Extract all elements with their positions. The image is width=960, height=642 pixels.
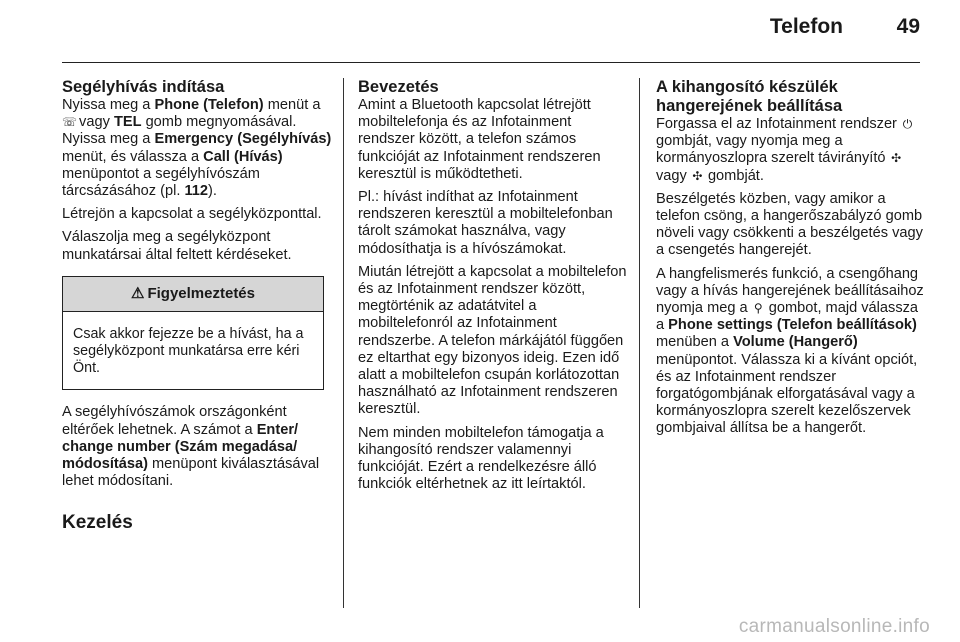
paragraph: Forgassa el az Infotainment rendszer ⏻ gombját, vagy nyomja meg a kormányoszlopra szerelt távirányító ✣ vagy ✣ gombját. xyxy=(656,116,913,184)
section-heading: A kihangosító készülék hangerejének beállítása xyxy=(656,78,843,115)
paragraph: Miután létrejött a kapcsolat a mobiltelefon és az Infotainment rendszer között, megtörténik az adatátvitel a mobiltelefonról az Infotainment rendszerbe. A telefon márkájától függően ez eltarthat egy bizonyos ideig. Ezen idő alatt a mobiltelefon csupán korlátozottan használható az Infotainment rendszeren keresztül. xyxy=(358,263,627,418)
warning-box xyxy=(62,276,324,391)
warning-title: Figyelmeztetés xyxy=(147,284,255,302)
column-1 xyxy=(62,78,332,534)
page-header xyxy=(0,0,960,64)
paragraph: Válaszolja meg a segélyközpont munkatársai által feltett kérdéseket. xyxy=(62,229,292,263)
column-3 xyxy=(656,78,926,444)
column-divider xyxy=(639,78,640,608)
paragraph: A segélyhívószámok országonként eltérőek lehetnek. A számot a Enter/ change number (Szám megadása/ módosítása) menüpont kiválasztásával lehet módosítani. xyxy=(62,404,320,490)
config-icon: ⚲ xyxy=(753,301,763,316)
volume-down-icon: ✣ xyxy=(692,168,703,183)
column-2 xyxy=(358,78,628,499)
paragraph: Amint a Bluetooth kapcsolat létrejött mobiltelefonja és az Infotainment rendszer között, a telefon számos funkcióját az Infotainment rendszeren keresztül is működtetheti. xyxy=(358,97,601,182)
phone-icon: ☏ xyxy=(62,115,78,130)
warning-header xyxy=(63,277,323,312)
warning-text: Csak akkor fejezze be a hívást, ha a segélyközpont munkatársa erre kéri Önt. xyxy=(73,325,304,377)
paragraph: Beszélgetés közben, vagy amikor a telefon csöng, a hangerőszabályzó gomb növeli vagy csökkenti a beszélgetés vagy a csengetés hangerejét. xyxy=(656,190,923,259)
paragraph: Pl.: hívást indíthat az Infotainment rendszeren keresztül a mobiltelefonban tárolt számokat használva, vagy módosíthatja is a hívószámokat. xyxy=(358,189,613,257)
paragraph: Nem minden mobiltelefon támogatja a kihangosító rendszer valamennyi funkcióját. Ezért a rendelkezésre álló funkciók eltérhetnek az itt leírtaktól. xyxy=(358,424,604,493)
section-heading: Segélyhívás indítása xyxy=(62,78,225,96)
section-heading: Kezelés xyxy=(62,512,133,534)
column-divider xyxy=(343,78,344,608)
page-title: Telefon xyxy=(769,15,843,38)
paragraph: Nyissa meg a Phone (Telefon) menüt a ☏ vagy TEL gomb megnyomásával. Nyissa meg a Emergency (Segélyhívás) menüt, és válassza a Call (Hívás) menüpontot a segélyhívószám tárcsázásához (pl. 112). xyxy=(62,97,332,200)
power-icon: ⏻ xyxy=(902,117,913,131)
volume-up-icon: ✣ xyxy=(891,151,902,166)
watermark: carmanualsonline.info xyxy=(738,616,930,637)
paragraph: A hangfelismerés funkció, a csengőhang vagy a hívás hangerejének beállításaihoz nyomja meg a ⚲ gombot, majd válassza a Phone settings (Telefon beállítások) menüben a Volume (Hangerő) menüpontot. Válassza ki a kívánt opciót, és az Infotainment rendszer forgatógombjának elforgatásával vagy a kormányoszlopra szerelt kezelőszervek gombjaival állítsa be a hangerőt. xyxy=(656,265,924,437)
header-rule xyxy=(62,62,920,63)
paragraph: Létrejön a kapcsolat a segélyközponttal. xyxy=(62,206,322,223)
warning-triangle-icon: ⚠ xyxy=(131,284,145,302)
section-heading: Bevezetés xyxy=(358,78,439,96)
page-number: 49 xyxy=(896,15,920,38)
